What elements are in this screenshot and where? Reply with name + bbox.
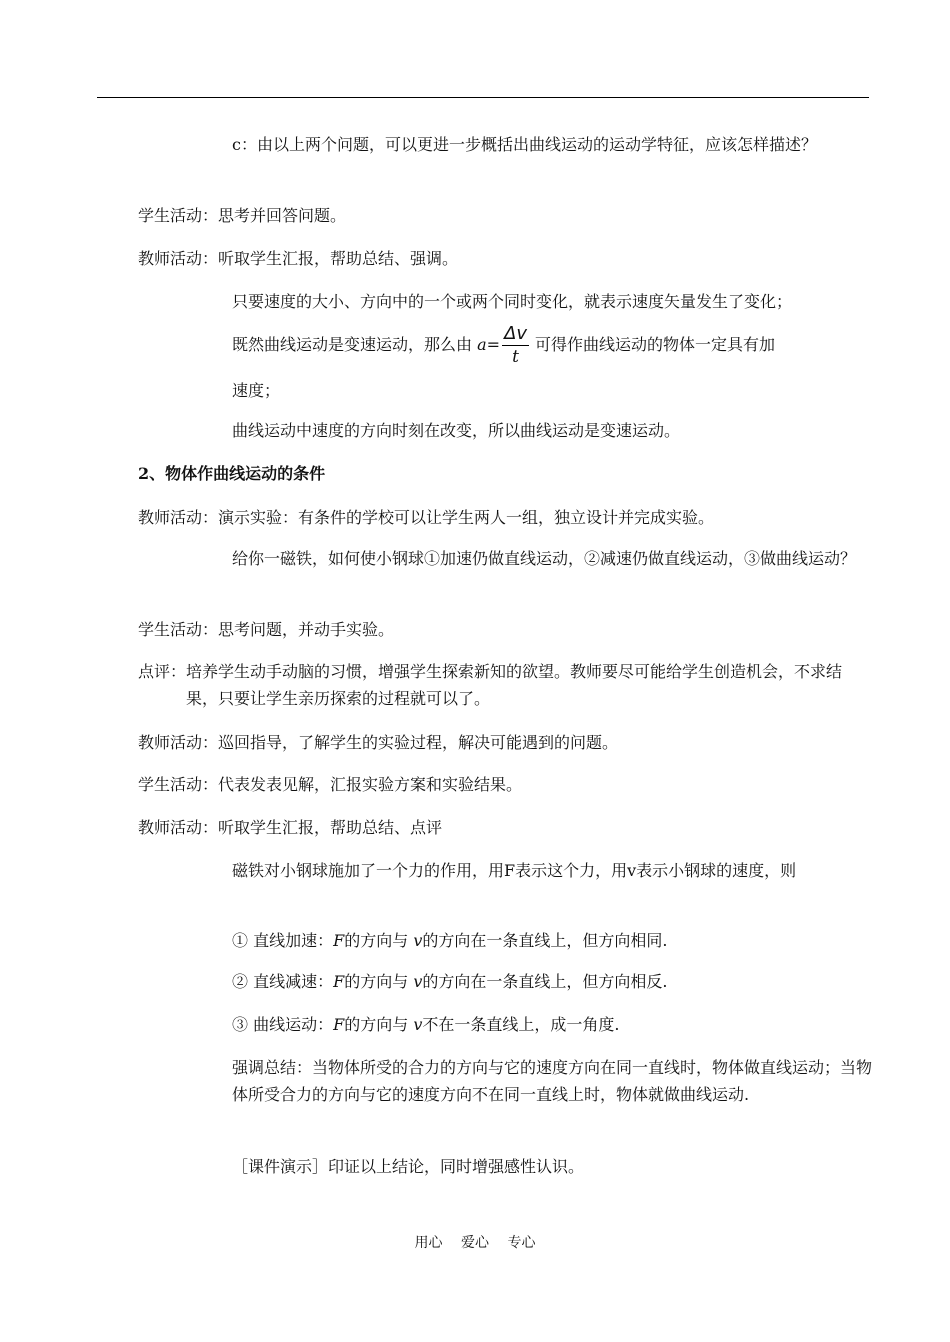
var-F: F: [333, 931, 345, 950]
var-F: F: [333, 972, 345, 991]
item-text: 的方向与: [344, 1015, 409, 1034]
student-activity-3: [138, 771, 522, 798]
list-item-3: [232, 1011, 619, 1038]
activity-label: 学生活动：: [138, 206, 219, 225]
student-activity-1: [138, 202, 346, 229]
item-label: ② 直线减速：: [232, 972, 334, 991]
student-activity-2: [138, 616, 394, 643]
acceleration-line: [232, 317, 775, 373]
activity-label: 教师活动：: [138, 733, 219, 752]
force-description: 磁铁对小钢球施加了一个力的作用，用F表示这个力，用v表示小钢球的速度，则: [232, 861, 797, 880]
activity-label: 学生活动：: [138, 775, 219, 794]
courseware-note: ［课件演示］印证以上结论，同时增强感性认识。: [232, 1157, 585, 1176]
acceleration-text-post: 可得作曲线运动的物体一定具有加: [535, 335, 776, 354]
list-item-1: [232, 927, 667, 954]
formula-a: a: [477, 335, 487, 354]
activity-text: 思考并回答问题。: [218, 206, 347, 225]
acceleration-continued: 速度；: [232, 381, 281, 400]
activity-text: 听取学生汇报，帮助总结、点评: [218, 818, 443, 837]
activity-text: 听取学生汇报，帮助总结、强调。: [218, 249, 459, 268]
item-text: 的方向在一条直线上，但方向相反.: [422, 972, 668, 991]
formula-numerator: Δv: [504, 323, 528, 344]
question-c: c：由以上两个问题，可以更进一步概括出曲线运动的运动学特征，应该怎样描述？: [232, 135, 817, 154]
list-item-2: [232, 968, 667, 995]
summary-text: 强调总结：当物体所受的合力的方向与它的速度方向在同一直线时，物体做直线运动；当物体所受合力的方向与它的速度方向不在同一直线上时，物体就做曲线运动.: [232, 1058, 873, 1104]
comment: [138, 658, 873, 712]
activity-label: 教师活动：: [138, 818, 219, 837]
var-v: v: [413, 972, 423, 991]
formula-denominator: t: [512, 347, 519, 367]
teacher-activity-2: [138, 504, 714, 531]
item-text: 的方向与: [344, 972, 409, 991]
item-label: ③ 曲线运动：: [232, 1015, 334, 1034]
item-text: 的方向与: [344, 931, 409, 950]
activity-label: 教师活动：: [138, 508, 219, 527]
item-text: 的方向在一条直线上，但方向相同.: [422, 931, 668, 950]
activity-text: 代表发表见解，汇报实验方案和实验结果。: [218, 775, 523, 794]
activity-text: 思考问题，并动手实验。: [218, 620, 395, 639]
velocity-change-text: 只要速度的大小、方向中的一个或两个同时变化，就表示速度矢量发生了变化；: [232, 292, 793, 311]
comment-text: 培养学生动手动脑的习惯，增强学生探索新知的欲望。教师要尽可能给学生创造机会，不求结果，只要让学生亲历探索的过程就可以了。: [186, 662, 843, 708]
direction-change-text: 曲线运动中速度的方向时刻在改变，所以曲线运动是变速运动。: [232, 421, 681, 440]
header-rule: [97, 97, 869, 98]
var-v: v: [413, 931, 423, 950]
comment-label: 点评：: [138, 662, 187, 681]
teacher-activity-1: [138, 245, 458, 272]
activity-label: 学生活动：: [138, 620, 219, 639]
activity-text: 演示实验：有条件的学校可以让学生两人一组，独立设计并完成实验。: [218, 508, 715, 527]
formula-fraction: [502, 323, 529, 368]
activity-text: 巡回指导，了解学生的实验过程，解决可能遇到的问题。: [218, 733, 619, 752]
item-text: 不在一条直线上，成一角度.: [422, 1015, 620, 1034]
page-footer: 用心 爱心 专心: [414, 1235, 536, 1251]
item-label: ① 直线加速：: [232, 931, 334, 950]
formula-equals: =: [486, 335, 501, 354]
activity-label: 教师活动：: [138, 249, 219, 268]
teacher-activity-3: [138, 729, 618, 756]
teacher-activity-4: [138, 814, 442, 841]
section-heading: 2、物体作曲线运动的条件: [138, 464, 326, 483]
magnet-question: 给你一磁铁，如何使小钢球①加速仍做直线运动，②减速仍做直线运动，③做曲线运动？: [232, 549, 857, 568]
var-v: v: [413, 1015, 423, 1034]
acceleration-text-pre: 既然曲线运动是变速运动，那么由: [232, 335, 473, 354]
var-F: F: [333, 1015, 345, 1034]
